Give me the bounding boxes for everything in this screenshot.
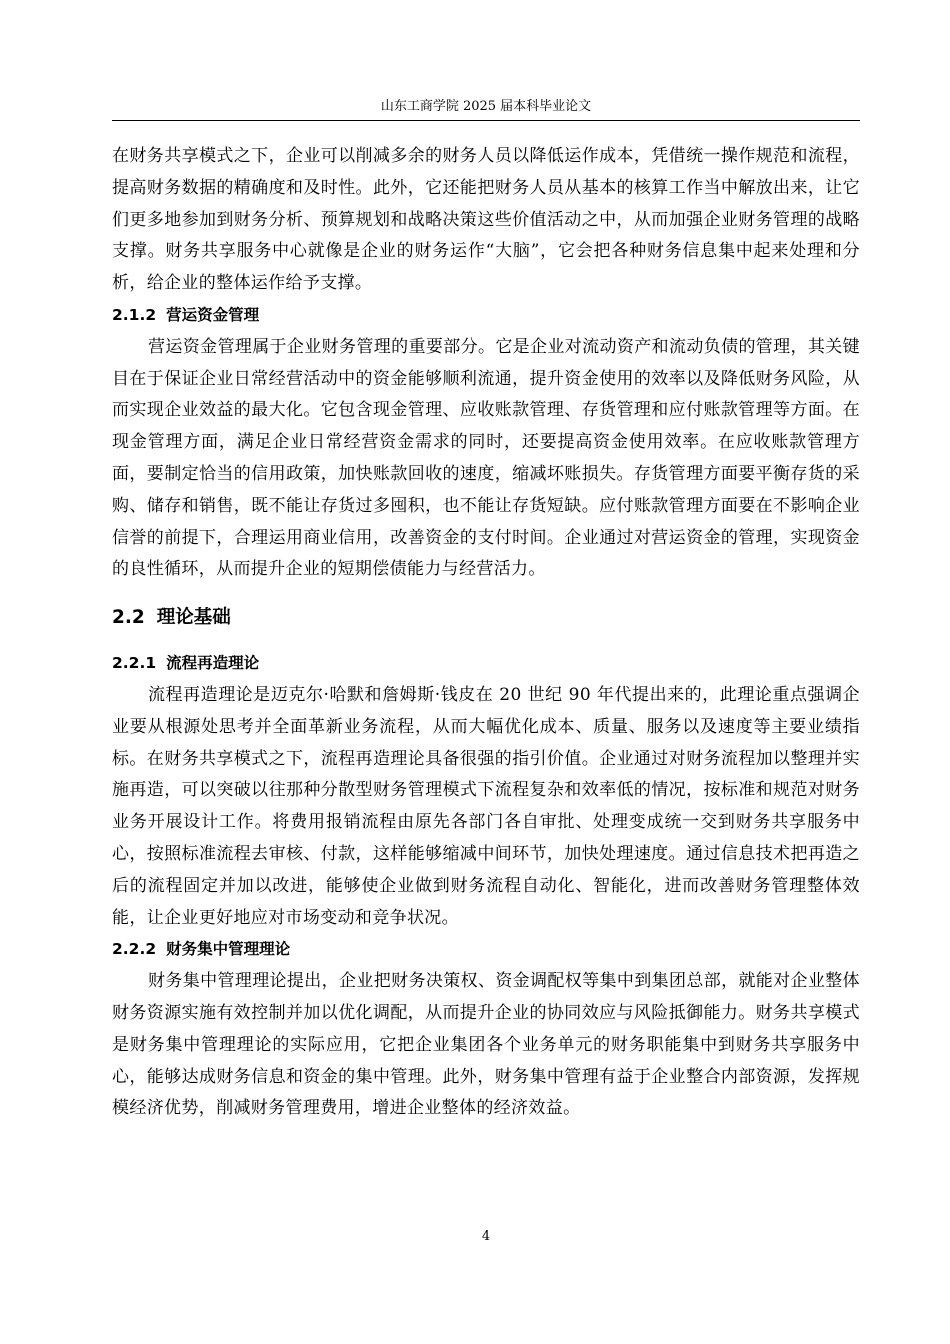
heading-2-2-1 bbox=[112, 648, 860, 680]
heading-number: 2.1.2 bbox=[112, 305, 157, 324]
running-header: 山东工商学院 2025 届本科毕业论文 bbox=[380, 99, 592, 114]
paragraph-process-reengineering: 流程再造理论是迈克尔·哈默和詹姆斯·钱皮在 20 世纪 90 年代提出来的，此理论重点强调企业要从根源处思考并全面革新业务流程，从而大幅优化成本、质量、服务以及速度等主要业绩指标。在财务共享模式之下，流程再造理论具备很强的指引价值。企业通过对财务流程加以整理并实施再造，可以突破以往那种分散型财务管理模式下流程复杂和效率低的情况，按标准和规范对财务业务开展设计工作。将费用报销流程由原先各部门各自审批、处理变成统一交到财务共享服务中心，按照标准流程去审核、付款，这样能够缩减中间环节，加快处理速度。通过信息技术把再造之后的流程固定并加以改进，能够使企业做到财务流程自动化、智能化，进而改善财务管理整体效能，让企业更好地应对市场变动和竞争状况。 bbox=[112, 684, 860, 928]
page-number: 4 bbox=[481, 1229, 491, 1244]
heading-number: 2.2.2 bbox=[112, 940, 157, 959]
heading-number: 2.2 bbox=[112, 607, 145, 629]
heading-title: 营运资金管理 bbox=[166, 305, 260, 324]
heading-title: 理论基础 bbox=[156, 607, 231, 629]
heading-2-2 bbox=[112, 598, 860, 638]
heading-number: 2.2.1 bbox=[112, 654, 157, 673]
paragraph-working-capital: 营运资金管理属于企业财务管理的重要部分。它是企业对流动资产和流动负债的管理，其关键目在于保证企业日常经营活动中的资金能够顺利流通，提升资金使用的效率以及降低财务风险，从而实现企业效益的最大化。它包含现金管理、应收账款管理、存货管理和应付账款管理等方面。在现金管理方面，满足企业日常经营资金需求的同时，还要提高资金使用效率。在应收账款管理方面，要制定恰当的信用政策，加快账款回收的速度，缩减坏账损失。存货管理方面要平衡存货的采购、储存和销售，既不能让存货过多囤积，也不能让存货短缺。应付账款管理方面要在不影响企业信誉的前提下，合理运用商业信用，改善资金的支付时间。企业通过对营运资金的管理，实现资金的良性循环，从而提升企业的短期偿债能力与经营活力。 bbox=[112, 336, 860, 580]
heading-2-1-2 bbox=[112, 300, 860, 332]
paragraph-centralized-finance: 财务集中管理理论提出，企业把财务决策权、资金调配权等集中到集团总部，就能对企业整体财务资源实施有效控制并加以优化调配，从而提升企业的协同效应与风险抵御能力。财务共享模式是财务集中管理理论的实际应用，它把企业集团各个业务单元的财务职能集中到财务共享服务中心，能够达成财务信息和资金的集中管理。此外，财务集中管理有益于企业整合内部资源，发挥规模经济优势，削减财务管理费用，增进企业整体的经济效益。 bbox=[112, 971, 860, 1119]
body-content bbox=[112, 141, 860, 1125]
heading-2-2-2 bbox=[112, 934, 860, 966]
heading-title: 财务集中管理理论 bbox=[166, 940, 291, 959]
header-rule bbox=[112, 120, 860, 121]
heading-title: 流程再造理论 bbox=[166, 654, 260, 673]
paragraph-continued: 在财务共享模式之下，企业可以削减多余的财务人员以降低运作成本，凭借统一操作规范和流程，提高财务数据的精确度和及时性。此外，它还能把财务人员从基本的核算工作当中解放出来，让它们更多地参加到财务分析、预算规划和战略决策这些价值活动之中，从而加强企业财务管理的战略支撑。财务共享服务中心就像是企业的财务运作“大脑”，它会把各种财务信息集中起来处理和分析，给企业的整体运作给予支撑。 bbox=[112, 146, 860, 294]
